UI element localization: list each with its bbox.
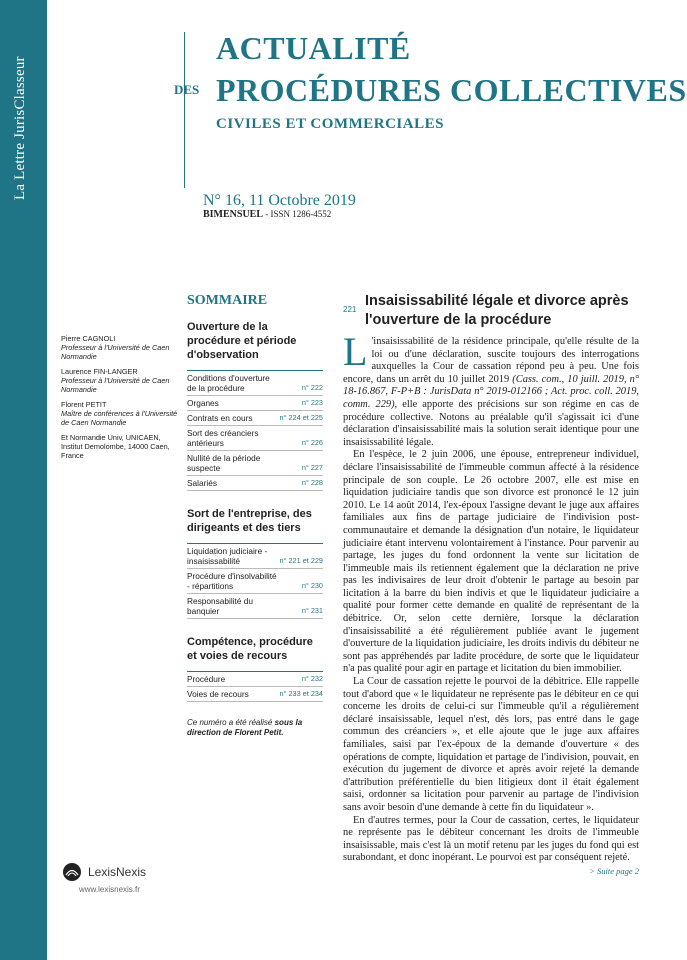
- sommaire: [187, 320, 323, 738]
- sidebar-title: La Lettre JurisClasseur: [12, 56, 28, 200]
- toc-item[interactable]: [187, 476, 323, 491]
- author-name: Pierre CAGNOLI: [61, 334, 116, 343]
- toc-number: n° 222: [301, 383, 323, 392]
- toc-item[interactable]: [187, 672, 323, 687]
- toc-item[interactable]: [187, 544, 323, 569]
- website-link[interactable]: www.lexisnexis.fr: [79, 885, 140, 894]
- title-line2: PROCÉDURES COLLECTIVES: [216, 72, 687, 108]
- article-title: [343, 292, 643, 330]
- sommaire-heading: SOMMAIRE: [187, 293, 268, 308]
- toc-label: Conditions d'ouverture de la procédure: [187, 373, 270, 393]
- frequency: [203, 209, 331, 220]
- toc-label: Procédure d'insolvabilité - répartitions: [187, 571, 277, 591]
- toc-item[interactable]: [187, 594, 323, 619]
- toc-item[interactable]: [187, 426, 323, 451]
- toc-label: Responsabilité du banquier: [187, 596, 253, 616]
- paragraph: [343, 814, 639, 876]
- toc-number: n° 221 et 229: [279, 556, 323, 565]
- toc-list: [187, 543, 323, 619]
- sidebar-band: [0, 0, 47, 960]
- author-name: Laurence FIN-LANGER: [61, 367, 138, 376]
- section-heading: Compétence, procédure et voies de recours: [187, 636, 313, 662]
- toc-label: Salariés: [187, 478, 217, 488]
- p4-text: En d'autres termes, pour la Cour de cassation, certes, le liquidateur ne représente pas le débiteur concernant les droits de l'immeuble insaisissable, mais c'est là un motif retenu par les juges du fond qui est surabondant, et donc inopérant. Le pourvoi est par conséquent rejeté.: [343, 814, 639, 864]
- toc-number: n° 231: [301, 606, 323, 615]
- issn: - ISSN 1286-4552: [263, 209, 332, 219]
- toc-label: Sort des créanciers antérieurs: [187, 428, 259, 448]
- article-number: 221: [343, 305, 357, 314]
- paragraph: [343, 329, 639, 449]
- toc-item[interactable]: [187, 569, 323, 594]
- lexisnexis-logo-icon: [62, 862, 82, 882]
- section-heading: Sort de l'entreprise, des dirigeants et des tiers: [187, 508, 312, 534]
- toc-label: Procédure: [187, 674, 226, 684]
- toc-label: Liquidation judiciaire - insaisissabilité: [187, 546, 268, 566]
- authors-list: [61, 334, 179, 466]
- toc-number: n° 230: [301, 581, 323, 590]
- author-title: Maître de conférences à l'Université de Caen Normandie: [61, 409, 178, 427]
- toc-list: [187, 671, 323, 702]
- p1-start: 'insaisissabilité de la résidence principale, qu'elle résulte de la loi ou d'une déclaration, suscite toujours des interrogations auxquelles la Cour de cassation répond peu à peu. Une fois encore, dans un arrêt du 10 juillet 2019: [343, 336, 639, 385]
- paragraph: La Cour de cassation rejette le pourvoi de la débitrice. Elle rappelle tout d'abord que « le liquidateur ne représente pas le débiteur en ce qui concerne les droits de celui-ci sur l'immeuble qu'il a régulièrement déclaré insaisissable, lequel n'est, dès lors, pas entré dans le gage commun des créanciers », et elle ajoute que le juge aux affaires familiales, saisi par l'ex-époux de la demande d'ouverture « des opérations de compte, liquidation et partage de l'indivision, pouvait, en exécution du jugement de divorce et après avoir rejeté la demande d'attribution préférentielle du bien litigieux dont il était également saisi, ordonner sa licitation pour parvenir au partage de l'indivision sans avoir besoin d'une demande à cette fin du liquidateur ».: [343, 676, 639, 813]
- author-title: Professeur à l'Université de Caen Normandie: [61, 343, 170, 361]
- toc-label: Organes: [187, 398, 219, 408]
- toc-item[interactable]: [187, 396, 323, 411]
- toc-number: n° 233 et 234: [279, 689, 323, 698]
- frequency-label: BIMENSUEL: [203, 209, 264, 220]
- author: [61, 433, 179, 460]
- direction-note: [187, 718, 323, 738]
- author: [61, 400, 179, 427]
- toc-item[interactable]: [187, 411, 323, 426]
- toc-item[interactable]: [187, 687, 323, 702]
- author: [61, 367, 179, 394]
- toc-item[interactable]: [187, 451, 323, 476]
- toc-number: n° 223: [301, 398, 323, 407]
- continued-link[interactable]: > Suite page 2: [589, 865, 639, 876]
- p1-end: , elle apporte des précisions sur son régime en cas de procédure collective. Notons au préalable qu'il s'agissait ici d'une déclaration d'insaisissabilité mais la solution serait identique pour une insaisissabilité légale.: [343, 398, 639, 448]
- toc-number: n° 232: [301, 674, 323, 683]
- toc-number: n° 224 et 225: [279, 413, 323, 422]
- article-title-text: Insaisissabilité légale et divorce après l'ouverture de la procédure: [365, 293, 629, 328]
- logo-text: LexisNexis: [88, 865, 147, 879]
- note-bold: sous la direction de Florent Petit.: [187, 718, 303, 737]
- title-line3: CIVILES ET COMMERCIALES: [216, 116, 444, 132]
- toc-label: Contrats en cours: [187, 413, 253, 423]
- author: [61, 334, 179, 361]
- toc-label: Voies de recours: [187, 689, 249, 699]
- author-title: Professeur à l'Université de Caen Normandie: [61, 376, 170, 394]
- p1-reference: (Cass. com., 10 juill. 2019, n° 18-16.867, F-P+B : JurisData n° 2019-012166 ; Act. proc. coll. 2019, comm. 229): [343, 373, 639, 410]
- toc-number: n° 227: [301, 463, 323, 472]
- title-des: DES: [174, 82, 200, 97]
- toc-number: n° 226: [301, 438, 323, 447]
- toc-number: n° 228: [301, 478, 323, 487]
- article-body: [343, 329, 639, 878]
- note-prefix: Ce numéro a été réalisé: [187, 718, 275, 727]
- issue-number: N° 16, 11 Octobre 2019: [203, 192, 356, 209]
- header-rule: [184, 32, 185, 188]
- toc-label: Nullité de la période suspecte: [187, 453, 261, 473]
- toc-item[interactable]: [187, 371, 323, 396]
- author-name: Florent PETIT: [61, 400, 107, 409]
- paragraph: En l'espèce, le 2 juin 2006, une épouse, entrepreneur individuel, déclare l'insaisissabilité de l'immeuble commun affecté à la résidence principale de son couple. Le 26 octobre 2007, elle est mise en liquidation judiciaire tandis que son divorce est prononcé le 12 juin 2010. Le 14 août 2014, l'ex-époux l'assigne devant le juge aux affaires familiales aux fins de partage judiciaire de l'indivision post-communautaire et demande la désignation d'un notaire, le liquidateur judiciaire étant intervenu volontairement à l'instance. Pour parvenir au partage, les juges du fond ordonnent la vente sur licitation de l'immeuble mais ils retiennent également que la déclaration ne prive pas les indivisaires de leur droit d'obtenir le partage au besoin par licitation à la barre du bien indivis et que le liquidateur judiciaire a qualité pour former cette demande en qualité de représentant de la débitrice. Or, selon cette dernière, lorsque la déclaration d'insaisissabilité a été régulièrement publiée avant le jugement d'ouverture de la liquidation judiciaire, les droits indivis du débiteur ne sont pas appréhendés par ladite procédure, de sorte que le liquidateur n'a pas qualité pour agir en partage et licitation du bien immobilier.: [343, 449, 639, 675]
- lexisnexis-logo: [62, 862, 146, 882]
- author-name: Et Normandie Univ, UNICAEN, Institut Demolombe, 14000 Caen, France: [61, 433, 170, 460]
- section-heading: Ouverture de la procédure et période d'observation: [187, 321, 297, 361]
- toc-list: [187, 370, 323, 491]
- title-line1: ACTUALITÉ: [216, 30, 411, 66]
- dropcap: L: [343, 329, 368, 374]
